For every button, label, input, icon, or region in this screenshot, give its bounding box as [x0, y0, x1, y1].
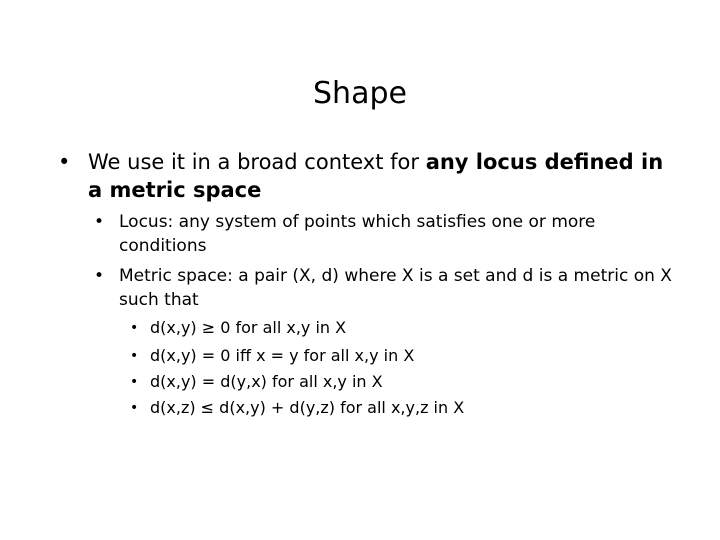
sub-bullet-locus [94, 210, 684, 258]
condition-identity [130, 342, 414, 370]
condition-symmetry [130, 368, 383, 396]
bullet-marker: • [130, 348, 139, 364]
condition-text: d(x,y) = 0 iff x = y for all x,y in X [150, 346, 415, 365]
bullet-marker: • [94, 212, 105, 232]
condition-text: d(x,z) ≤ d(x,y) + d(y,z) for all x,y,z in X [150, 398, 465, 417]
condition-text: d(x,y) ≥ 0 for all x,y in X [150, 318, 347, 337]
main-bullet-normal-text: We use it in a broad context for [88, 150, 426, 174]
sub-bullet-text: Locus: any system of points which satisfies one or more conditions [119, 212, 596, 256]
condition-text: d(x,y) = d(y,x) for all x,y in X [150, 372, 383, 391]
bullet-marker: • [58, 150, 71, 174]
bullet-marker: • [130, 320, 139, 336]
main-bullet [58, 148, 678, 204]
main-bullet-text [88, 148, 678, 204]
main-bullet-bold-text: any locus defined in a metric space [88, 150, 664, 202]
sub-bullet-metric-space [94, 264, 684, 312]
condition-non-negativity [130, 314, 346, 342]
sub-bullet-text: Metric space: a pair (X, d) where X is a set and d is a metric on X such that [119, 266, 672, 310]
bullet-marker: • [130, 374, 139, 390]
bullet-marker: • [94, 266, 105, 286]
slide-title: Shape [313, 76, 407, 111]
bullet-marker: • [130, 400, 139, 416]
condition-triangle-inequality [130, 394, 464, 422]
